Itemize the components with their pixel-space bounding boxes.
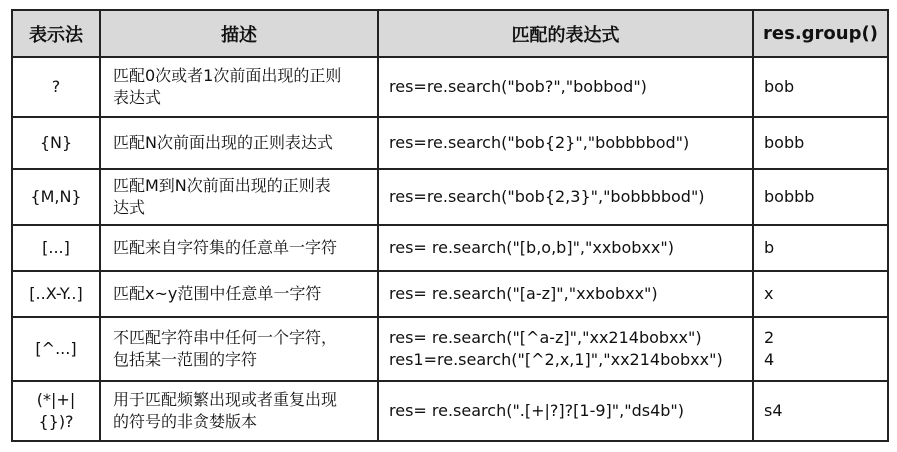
description-line: 表达式 — [113, 88, 162, 107]
table-row — [12, 271, 888, 317]
result-cell — [753, 57, 888, 117]
expression-line: res=re.search("bob{2,3}","bobbbbod") — [389, 187, 705, 206]
expression-cell — [378, 225, 753, 271]
result-cell — [753, 271, 888, 317]
notation-cell: [^...] — [12, 317, 100, 381]
description-line: 的符号的非贪婪版本 — [113, 412, 258, 431]
description-line: 匹配x~y范围中任意单一字符 — [113, 284, 322, 303]
expression-cell — [378, 117, 753, 169]
description-cell — [100, 317, 378, 381]
result-cell — [753, 117, 888, 169]
description-line: 匹配M到N次前面出现的正则表 — [113, 176, 331, 195]
result-cell — [753, 169, 888, 225]
description-cell — [100, 57, 378, 117]
result-cell — [753, 317, 888, 381]
description-cell — [100, 225, 378, 271]
result-line: x — [764, 284, 774, 303]
result-line: bob — [764, 77, 795, 96]
description-line: 匹配0次或者1次前面出现的正则 — [113, 66, 342, 85]
result-line: bobb — [764, 133, 805, 152]
result-line: bobbb — [764, 187, 815, 206]
header-row — [12, 10, 888, 57]
header-description: 描述 — [100, 10, 378, 57]
expression-cell — [378, 169, 753, 225]
header-result: res.group() — [753, 10, 888, 57]
result-line: 4 — [764, 350, 775, 369]
table-row — [12, 57, 888, 117]
result-cell — [753, 225, 888, 271]
header-expression: 匹配的表达式 — [378, 10, 753, 57]
expression-line: res=re.search("bob{2}","bobbbbod") — [389, 133, 690, 152]
description-cell — [100, 271, 378, 317]
notation-cell: {N} — [12, 117, 100, 169]
table-row — [12, 169, 888, 225]
expression-cell — [378, 57, 753, 117]
description-cell — [100, 381, 378, 441]
result-line: 2 — [764, 328, 775, 347]
description-cell — [100, 169, 378, 225]
notation-cell: [...] — [12, 225, 100, 271]
description-line: 不匹配字符串中任何一个字符， — [113, 328, 338, 347]
description-line: 用于匹配频繁出现或者重复出现 — [113, 390, 338, 409]
expression-cell — [378, 381, 753, 441]
result-line: b — [764, 238, 775, 257]
result-cell — [753, 381, 888, 441]
expression-cell — [378, 317, 753, 381]
table-row — [12, 317, 888, 381]
expression-line: res= re.search(".[+|?]?[1-9]","ds4b") — [389, 401, 685, 420]
expression-line: res1=re.search("[^2,x,1]","xx214bobxx") — [389, 350, 723, 369]
notation-cell: ? — [12, 57, 100, 117]
regex-table — [11, 9, 889, 442]
notation-cell: {M,N} — [12, 169, 100, 225]
expression-line: res=re.search("bob?","bobbod") — [389, 77, 647, 96]
expression-line: res= re.search("[a-z]","xxbobxx") — [389, 284, 658, 303]
expression-cell — [378, 271, 753, 317]
description-line: 达式 — [113, 198, 146, 217]
expression-line: res= re.search("[^a-z]","xx214bobxx") — [389, 328, 702, 347]
notation-cell: [..X-Y..] — [12, 271, 100, 317]
description-line: 匹配N次前面出现的正则表达式 — [113, 133, 333, 152]
table-row — [12, 381, 888, 441]
table-row — [12, 117, 888, 169]
description-cell — [100, 117, 378, 169]
notation-cell: (*|+|{})? — [12, 381, 100, 441]
description-line: 包括某一范围的字符 — [113, 350, 258, 369]
description-line: 匹配来自字符集的任意单一字符 — [113, 238, 338, 257]
table-row — [12, 225, 888, 271]
expression-line: res= re.search("[b,o,b]","xxbobxx") — [389, 238, 674, 257]
header-notation: 表示法 — [12, 10, 100, 57]
result-line: s4 — [764, 401, 783, 420]
